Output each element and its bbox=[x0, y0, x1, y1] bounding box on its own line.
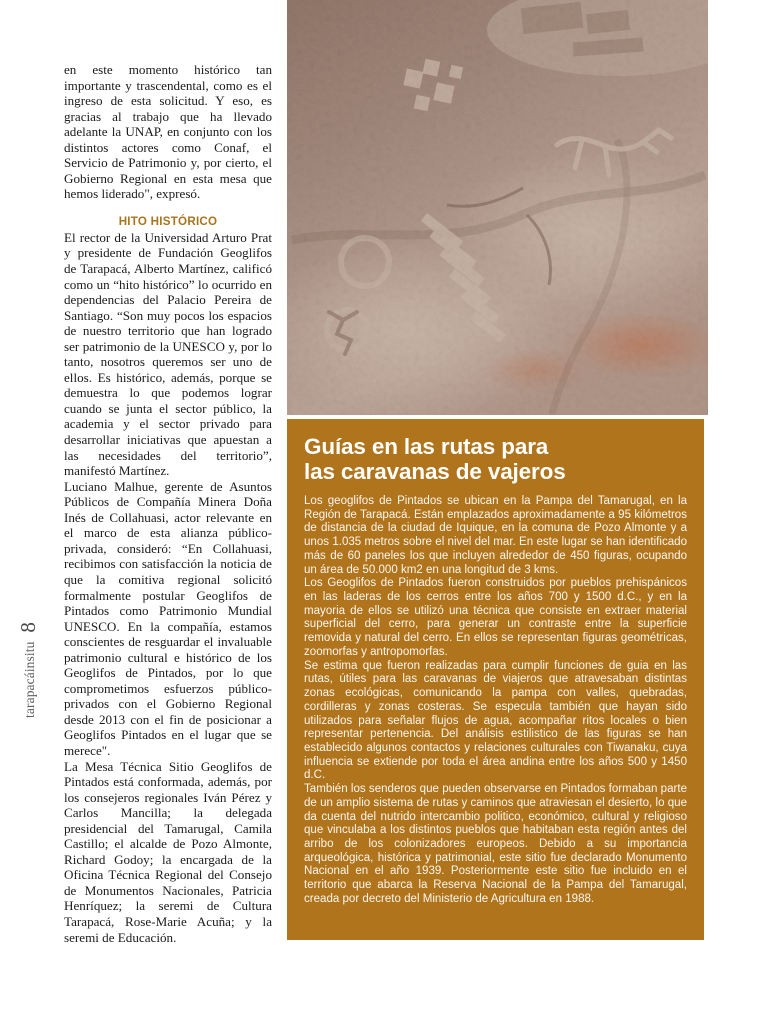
feature-panel-title bbox=[304, 435, 687, 484]
page-spine bbox=[0, 0, 56, 1024]
photo-artwork bbox=[287, 0, 708, 415]
section-subheading: HITO HISTÓRICO bbox=[118, 214, 218, 228]
article-paragraph: Luciano Malhue, gerente de Asuntos Públicos de Compañía Minera Doña Inés de Collahuasi, actor relevante en el marco de esta alianza público-privada, consideró: “En Collahuasi, recibimos con satisfacción la noticia de que la comitiva regional solicitó formalmente postular Geoglifos de Pintados como Patrimonio Mundial UNESCO. En la compañía, estamos conscientes de resguardar el invaluable patrimonio cultural e histórico de los Geoglifos de Pintados, por lo que comprometimos esfuerzos público-privados con el Gobierno Regional desde 2013 con el fin de posicionar a Geoglifos Pintados en el lugar que se merece". bbox=[64, 478, 272, 758]
feature-title-line-2: las caravanas de vajeros bbox=[304, 458, 566, 484]
feature-title-line-1: Guías en las rutas para bbox=[304, 434, 549, 459]
article-left-column bbox=[64, 62, 272, 945]
geoglyphs-aerial-photo bbox=[287, 0, 708, 415]
feature-paragraph: También los senderos que pueden observarse en Pintados formaban parte de un amplio sistema de rutas y caminos que atraviesan el desierto, lo que da cuenta del nutrido intercambio politico, económico, cultural y religioso que vinculaba a los distintos pueblos que habitaban esta región antes del arribo de los colonizadores europeos. Debido a su importancia arqueológica, histórica y patrimonial, este sitio fue declarado Monumento Nacional en el año 1939. Posteriormente este sitio fue incluido en el territorio que abarca la Reserva Nacional de la Pampa del Tamarugal, creada por decreto del Ministerio de Agricultura en 1988. bbox=[304, 783, 687, 905]
feature-paragraph: Los geoglifos de Pintados se ubican en la Pampa del Tamarugal, en la Región de Tarapacá. Están emplazados aproximadamente a 95 kilómetros de distancia de la ciudad de Iquique, en la comuna de Pozo Almonte y a unos 1.035 metros sobre el nivel del mar. En este lugar se han identificado más de 60 paneles los que incluyen alrededor de 450 figuras, ocupando un área de 50.000 km2 en una longitud de 3 kms. bbox=[304, 495, 687, 576]
feature-paragraph: Los Geoglifos de Pintados fueron construidos por pueblos prehispánicos en las laderas de los cerros entre los años 700 y 1500 d.C., y en la mayoria de ellos se utilizó una técnica que consiste en extraer material superficial del cerro, para generar un contraste entre la superficie removida y natural del cerro. En ellos se representan figuras geométricas, zoomorfas y antropomorfas. bbox=[304, 577, 687, 658]
page-number: 8 bbox=[16, 622, 40, 633]
feature-paragraph: Se estima que fueron realizadas para cumplir funciones de guia en las rutas, útiles para las caravanas de viajeros que atravesaban distintas zonas ecológicas, comunicando la pampa con valles, quebradas, cordilleras y zonas costeras. Se especula también que hayan sido utilizados para señalar flujos de agua, acompañar ritos locales o bien representar pertenencia. Del análisis estilistico de las figuras se han establecido algunos contactos y relaciones culturales con Tiwanaku, cuya influencia se extiende por toda el área andina entre los años 500 y 1450 d.C. bbox=[304, 659, 687, 782]
article-paragraph: La Mesa Técnica Sitio Geoglifos de Pintados está conformada, además, por los consejeros regionales Iván Pérez y Carlos Mancilla; la delegada presidencial del Tamarugal, Camila Castillo; el alcalde de Pozo Almonte, Richard Godoy; la encargada de la Oficina Técnica Regional del Consejo de Monumentos Nacionales, Patricia Henríquez; la seremi de Cultura Tarapacá, Rose-Marie Acuña; y la seremi de Educación. bbox=[64, 758, 272, 945]
article-paragraph: El rector de la Universidad Arturo Prat y presidente de Fundación Geoglifos de Tarapacá, Alberto Martínez, calificó como un “hito histórico” lo ocurrido en dependencias del Palacio Pereira de Santiago. “Son muy pocos los espacios de nuestro territorio que han logrado ser patrimonio de la UNESCO y, por lo tanto, nosotros queremos ser uno de ellos. Es histórico, además, porque se demuestra lo que podemos lograr cuando se junta el sector público, la academia y el sector privado para desarrollar iniciativas que apuestan a las necesidades del territorio”, manifestó Martínez. bbox=[64, 229, 272, 479]
feature-panel bbox=[287, 419, 704, 940]
spine-text-group bbox=[15, 340, 45, 1000]
article-paragraph: en este momento histórico tan importante y trascendental, como es el ingreso de esta solicitud. Y eso, es gracias al trabajo que ha llevado adelante la UNAP, en conjunto con los distintos actores como Conaf, el Servicio de Patrimonio y, por cierto, el Gobierno Regional en esta mesa que hemos liderado", expresó. bbox=[64, 62, 272, 202]
magazine-masthead: tarapacáinsitu bbox=[22, 641, 37, 718]
feature-panel-body bbox=[304, 495, 687, 907]
